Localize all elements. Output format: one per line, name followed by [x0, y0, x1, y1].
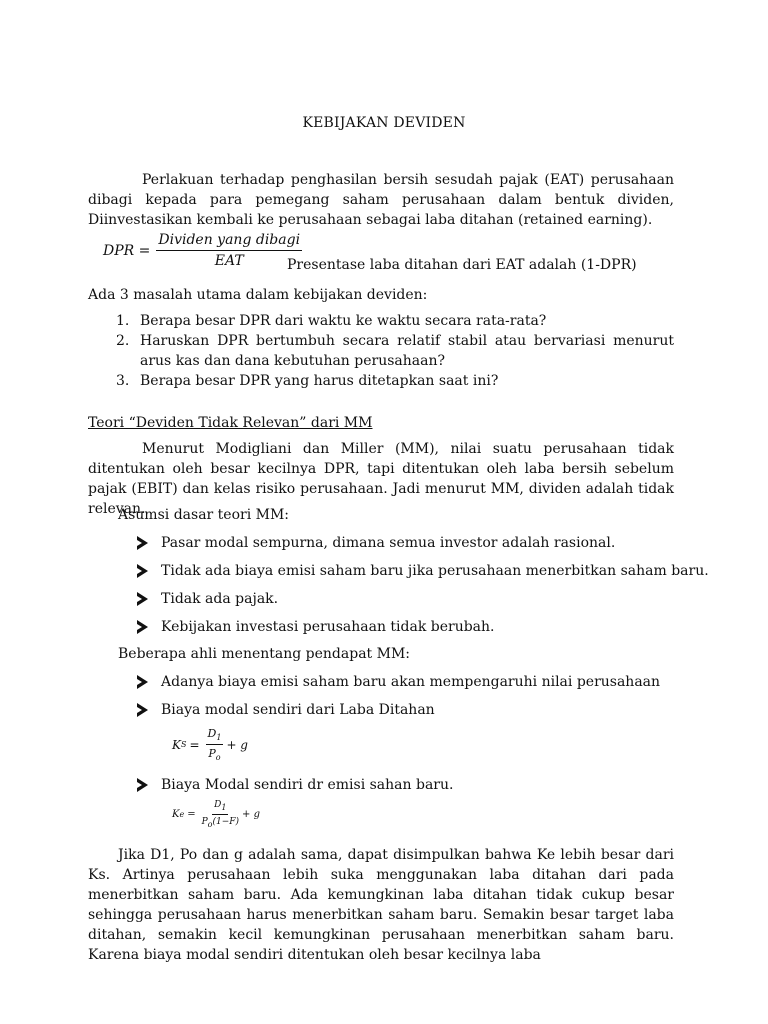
ke-fraction [202, 800, 239, 829]
ke-formula [172, 800, 260, 829]
list-item [110, 311, 674, 331]
list-text: Berapa besar DPR yang harus ditetapkan saat ini? [140, 373, 499, 389]
list-item [137, 775, 453, 803]
ke-lhs: K [172, 808, 180, 820]
list-item [137, 672, 660, 700]
dpr-formula [103, 232, 302, 269]
list-text: Biaya modal sendiri dari Laba Ditahan [161, 702, 435, 718]
list-number: 1. [116, 313, 130, 329]
arrow-bullet-icon [137, 675, 148, 689]
ke-denominator: P [201, 816, 208, 827]
list-item [110, 371, 674, 391]
list-item [137, 589, 709, 617]
list-item [137, 561, 709, 589]
dpr-formula-numerator: Dividen yang dibagi [156, 232, 302, 251]
ks-numerator-sub: 1 [216, 733, 222, 743]
arrow-bullet-icon [137, 564, 148, 578]
assumptions-intro: Asumsi dasar teori MM: [118, 507, 290, 523]
opponents-intro: Beberapa ahli menentang pendapat MM: [118, 646, 411, 662]
ks-denominator: P [208, 747, 216, 761]
list-text: Adanya biaya emisi saham baru akan mempengaruhi nilai perusahaan [161, 674, 661, 690]
problems-intro: Ada 3 masalah utama dalam kebijakan deviden: [88, 287, 428, 303]
dpr-formula-denominator: EAT [214, 253, 244, 269]
list-text: Berapa besar DPR dari waktu ke waktu secara rata-rata? [140, 313, 547, 329]
ke-numerator-sub: 1 [221, 802, 227, 812]
ke-tail: + g [242, 808, 261, 820]
document-title: KEBIJAKAN DEVIDEN [302, 115, 466, 131]
list-item [137, 617, 709, 645]
ke-numerator: D [214, 800, 222, 810]
ke-denominator-sub: o [207, 819, 213, 829]
list-text: Biaya Modal sendiri dr emisi sahan baru. [161, 777, 454, 793]
ks-tail: + g [226, 737, 248, 752]
list-text: Haruskan DPR bertumbuh secara relatif stabil atau bervariasi menurut arus kas dan dana kebutuhan perusahaan? [140, 333, 674, 369]
list-item [110, 331, 674, 371]
dpr-note: Presentase laba ditahan dari EAT adalah (1-DPR) [287, 257, 637, 273]
mm-paragraph: Menurut Modigliani dan Miller (MM), nilai suatu perusahaan tidak ditentukan oleh besar kecilnya DPR, tapi ditentukan oleh laba bersih sebelum pajak (EBIT) dan kelas risiko perusahaan. Jadi menurut MM, dividen adalah tidak relevan. [88, 441, 674, 517]
ks-fraction [206, 727, 224, 762]
arrow-bullet-icon [137, 592, 148, 606]
list-number: 2. [116, 333, 130, 349]
ks-equals: = [189, 737, 200, 752]
dpr-formula-lhs: DPR = [103, 242, 151, 259]
list-text: Pasar modal sempurna, dimana semua investor adalah rasional. [161, 535, 616, 551]
ke-equals: = [187, 808, 196, 820]
arrow-bullet-icon [137, 620, 148, 634]
list-text: Tidak ada pajak. [161, 591, 279, 607]
list-item [137, 533, 709, 561]
arrow-bullet-icon [137, 703, 148, 717]
problems-list [110, 311, 674, 391]
arrow-bullet-icon [137, 536, 148, 550]
list-text: Tidak ada biaya emisi saham baru jika perusahaan menerbitkan saham baru. [161, 563, 709, 579]
list-item [137, 700, 660, 728]
arrow-bullet-icon [137, 778, 148, 792]
ks-denominator-sub: o [215, 753, 221, 763]
list-text: Kebijakan investasi perusahaan tidak berubah. [161, 619, 495, 635]
dpr-formula-fraction [156, 232, 302, 269]
ke-denominator-tail: (1−F) [212, 816, 240, 827]
ks-numerator: D [207, 727, 217, 740]
ks-formula [172, 727, 248, 762]
ks-lhs-sub: S [180, 740, 187, 750]
ke-lhs-sub: e [179, 809, 185, 819]
list-number: 3. [116, 373, 130, 389]
conclusion-paragraph: Jika D1, Po dan g adalah sama, dapat disimpulkan bahwa Ke lebih besar dari Ks. Artinya perusahaan lebih suka menggunakan laba ditahan dari pada menerbitkan saham baru. Ada kemungkinan laba ditahan tidak cukup besar sehingga perusahaan harus menerbitkan saham baru. Semakin besar target laba ditahan, semakin kecil kemungkinan perusahaan menerbitkan saham baru. Karena biaya modal sendiri ditentukan oleh besar kecilnya laba [88, 847, 674, 963]
mm-heading: Teori “Deviden Tidak Relevan” dari MM [88, 415, 373, 431]
opponents-list-b [137, 775, 453, 803]
assumptions-list [137, 533, 709, 645]
ks-lhs: K [172, 737, 181, 752]
opponents-list-a [137, 672, 660, 728]
intro-paragraph: Perlakuan terhadap penghasilan bersih sesudah pajak (EAT) perusahaan dibagi kepada para pemegang saham perusahaan dalam bentuk dividen, Diinvestasikan kembali ke perusahaan sebagai laba ditahan (retained earning). [88, 172, 674, 228]
